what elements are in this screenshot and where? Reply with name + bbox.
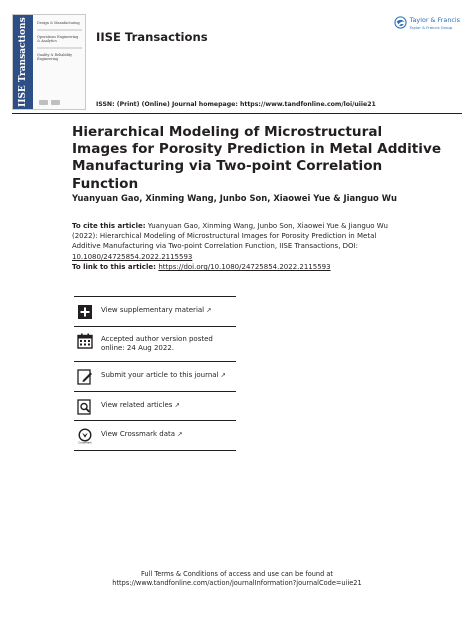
crossmark-icon-caption: CrossMark (78, 441, 92, 445)
terms-footer-url[interactable]: https://www.tandfonline.com/action/journalInformation?journalCode=uiie21 (112, 579, 362, 588)
accepted-version-item (74, 327, 236, 363)
citation-label: To cite this article: (72, 222, 146, 230)
cover-line: Quality & Reliability Engineering (37, 52, 73, 62)
plus-icon (77, 304, 93, 320)
citation-block (72, 221, 392, 262)
doi-link[interactable]: 10.1080/24725854.2022.2115593 (72, 252, 193, 261)
item-label-text: View supplementary material (101, 306, 205, 314)
article-title: Hierarchical Modeling of Microstructural Images for Porosity Prediction in Metal Additive Manufacturing via Two-point Correlation Function (72, 124, 442, 192)
article-link-line (72, 263, 331, 271)
pencil-icon (77, 369, 93, 385)
terms-footer (0, 570, 474, 589)
cover-logo (39, 100, 48, 105)
view-related-articles-item[interactable] (74, 392, 236, 422)
view-crossmark-item[interactable] (74, 421, 236, 451)
item-label (101, 304, 211, 315)
search-document-icon (77, 399, 93, 415)
cover-spine-title: IISE Transactions (13, 15, 33, 109)
article-link-url[interactable]: https://doi.org/10.1080/24725854.2022.2115593 (158, 263, 331, 271)
publisher-logo[interactable] (394, 14, 460, 33)
article-actions-list (74, 296, 236, 451)
article-link-label: To link to this article: (72, 263, 159, 271)
journal-title: IISE Transactions (96, 30, 208, 44)
crossmark-icon (77, 428, 93, 444)
item-label-text: Submit your article to this journal (101, 371, 219, 380)
item-label: Accepted author version posted online: 24 Aug 2022. (101, 334, 213, 352)
submit-article-item[interactable] (74, 362, 236, 392)
issn-homepage-line[interactable]: ISSN: (Print) (Online) Journal homepage: https://www.tandfonline.com/loi/uiie21 (96, 101, 376, 108)
terms-footer-line: Full Terms & Conditions of access and use can be found at (140, 570, 334, 578)
view-supplementary-material-item[interactable] (74, 297, 236, 327)
item-label-text: View Crossmark data (101, 430, 176, 439)
publisher-globe-icon (394, 14, 407, 33)
external-link-icon: ↗ (177, 430, 183, 439)
cover-divider (37, 47, 82, 49)
item-label (101, 399, 180, 410)
citation-text: Yuanyuan Gao, Xinming Wang, Junbo Son, Xiaowei Yue & Jianguo Wu (2022): Hierarchical Modeling of Microstructural Images for Porosity Prediction in Metal Additive Manufacturing via Two-point Correlation Function, IISE Transactions, DOI: (72, 222, 388, 251)
cover-divider (37, 29, 82, 31)
calendar-icon (77, 333, 93, 349)
item-label (101, 428, 182, 439)
external-link-icon: ↗ (206, 306, 212, 314)
publisher-subname: Taylor & Francis Group (409, 24, 453, 30)
item-label (101, 369, 226, 380)
cover-body (37, 21, 82, 106)
cover-logo (51, 100, 60, 105)
cover-logos (39, 100, 60, 105)
publisher-name: Taylor & Francis (409, 15, 460, 24)
external-link-icon: ↗ (174, 400, 180, 409)
cover-line: Design & Manufacturing (37, 21, 80, 25)
cover-line: Operations Engineering & Analytics (37, 34, 79, 44)
article-authors: Yuanyuan Gao, Xinming Wang, Junbo Son, Xiaowei Yue & Jianguo Wu (72, 193, 397, 203)
header-divider (12, 113, 462, 114)
external-link-icon: ↗ (220, 371, 226, 380)
item-label-text: View related articles (101, 400, 173, 409)
journal-cover-thumbnail[interactable] (12, 14, 86, 110)
